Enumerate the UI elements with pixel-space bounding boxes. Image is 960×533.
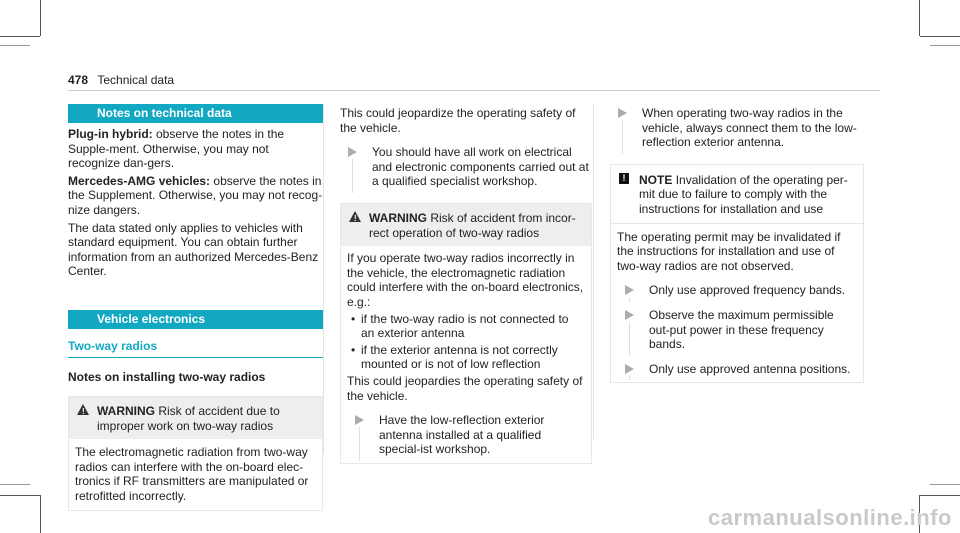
instruction-step: Observe the maximum permissible out-put power in these frequency bands. <box>617 308 857 352</box>
warning-content <box>341 246 591 463</box>
column-divider <box>323 104 324 454</box>
section-title: Technical data <box>97 73 175 87</box>
instruction-step: Only use approved frequency bands. <box>617 283 857 298</box>
list-item: • if the two-way radio is not connected to an exterior antenna <box>347 312 585 341</box>
instruction-step: Have the low-reflection exterior antenna installed at a qualified special-ist workshop. <box>347 413 585 457</box>
exclamation-icon: ! <box>619 173 629 184</box>
warning-label: WARNING <box>369 210 427 225</box>
warning-header <box>341 204 591 246</box>
crop-mark <box>0 36 40 37</box>
column-1 <box>68 104 323 511</box>
column-divider <box>593 104 594 439</box>
crop-mark <box>40 495 41 533</box>
warning-title: Risk of accident from incor-rect operation of two-way radios <box>369 210 576 240</box>
page-number: 478 <box>68 73 89 87</box>
header-rule <box>68 90 880 91</box>
notes-section-bar: Notes on technical data <box>68 104 323 123</box>
instruction-step: Only use approved antenna positions. <box>617 362 857 377</box>
note-title: Invalidation of the operating per-mit due to failure to comply with the instructions for installation and use <box>639 172 848 216</box>
warning-body: The electromagnetic radiation from two-way radios can interfere with the on-board elec-tronics if RF transmitters are manipulated or retrofitted incorrectly. <box>75 445 309 503</box>
note-body: The operating permit may be invalidated if the instructions for installation and use of two-way radios are not observed. <box>617 229 841 273</box>
column-3 <box>610 106 864 383</box>
crop-mark <box>930 484 960 485</box>
note-box <box>610 164 864 384</box>
warning-header <box>69 397 322 439</box>
warning-body: If you operate two-way radios incorrectly in the vehicle, the electromagnetic radiation could interfere with the on-board electronics, e.g.: <box>347 251 584 309</box>
warning-triangle-icon: ! <box>349 211 361 222</box>
crop-mark <box>919 0 920 36</box>
note-label: NOTE <box>639 172 673 187</box>
crop-mark <box>920 495 960 496</box>
crop-mark <box>40 0 41 36</box>
watermark: carmanualsonline.info <box>708 505 952 530</box>
jeopardize-paragraph: This could jeopardize the operating safety of the vehicle. <box>340 106 576 135</box>
crop-mark <box>930 45 960 46</box>
warning-after: This could jeopardies the operating safety of the vehicle. <box>347 373 583 403</box>
crop-mark <box>920 36 960 37</box>
note-header <box>611 165 863 224</box>
warning-triangle-icon: ! <box>77 404 89 415</box>
list-item: • if the exterior antenna is not correctly mounted or is not of low reflection <box>347 343 585 372</box>
crop-mark <box>0 495 40 496</box>
warning-title: Risk of accident due to improper work on two-way radios <box>97 403 280 433</box>
amg-paragraph: Mercedes-AMG vehicles: observe the notes in the Supplement. Otherwise, you may not recog-nize dangers. <box>68 173 323 217</box>
two-way-heading: Two-way radios <box>68 339 323 358</box>
plug-in-hybrid-paragraph: Plug-in hybrid: observe the notes in the Supple-ment. Otherwise, you may not recognize dan-gers. <box>68 127 285 171</box>
warning-box <box>340 203 592 464</box>
electronics-section-bar: Vehicle electronics <box>68 310 323 329</box>
page-header <box>68 73 174 87</box>
note-content <box>611 224 863 383</box>
crop-mark <box>0 45 30 46</box>
instruction-step: When operating two-way radios in the vehicle, always connect them to the low-reflection exterior antenna. <box>610 106 864 150</box>
column-2 <box>340 106 592 464</box>
warning-box <box>68 396 323 511</box>
warning-label: WARNING <box>97 403 155 418</box>
instruction-step: You should have all work on electrical and electronic components carried out at a qualified specialist workshop. <box>340 145 592 189</box>
data-paragraph: The data stated only applies to vehicles with standard equipment. You can obtain further information from an authorized Mercedes-Benz Center. <box>68 220 319 279</box>
crop-mark <box>0 484 30 485</box>
installing-heading: Notes on installing two-way radios <box>68 369 266 384</box>
